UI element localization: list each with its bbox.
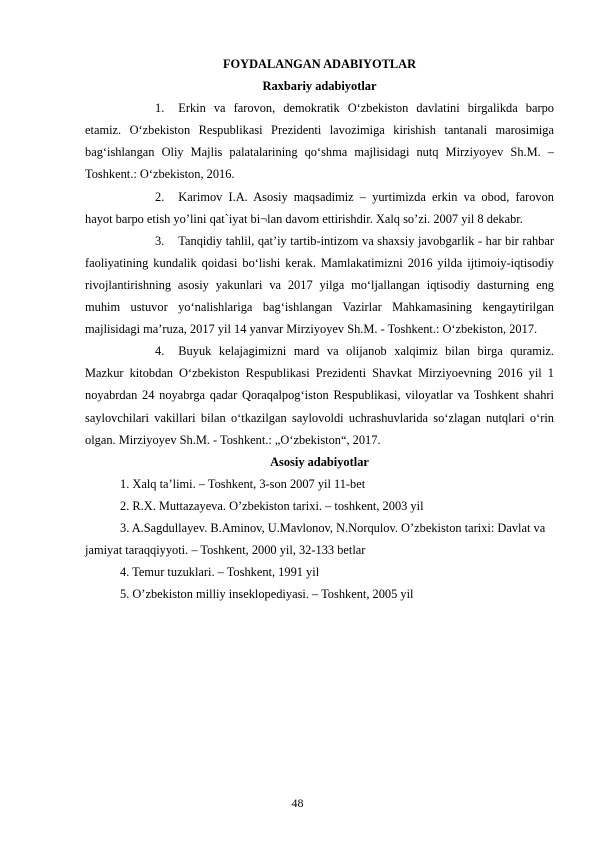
reference-number: 4. — [155, 344, 165, 359]
document-title: FOYDALANGAN ADABIYOTLAR — [222, 57, 417, 71]
main-reference-1: 1. Xalq ta’limi. – Toshkent, 3-son 2007 yil 11-bet — [120, 476, 366, 491]
reference-number: 1. — [155, 101, 165, 116]
main-reference-5: 5. O’zbekiston milliy inseklopediyasi. – Toshkent, 2005 yil — [120, 587, 414, 602]
reference-item-1 — [85, 97, 554, 185]
reference-number: 3. — [155, 233, 165, 248]
reference-number: 2. — [155, 189, 165, 204]
reference-item-2 — [85, 186, 554, 230]
reference-item-3 — [85, 230, 554, 340]
document-body — [85, 53, 554, 605]
section-heading-asosiy: Asosiy adabiyotlar — [270, 454, 369, 469]
reference-text: Buyuk kelajagimizni mard va olijanob xalqimiz bilan birga quramiz. Mazkur kitobdan O‘zbekiston Respublikasi Prezidenti Shavkat Mirziyoevning 2016 yil 1 noyabrdan 24 noyabrga qadar Qoraqalpog‘iston Respublikasi, viloyatlar va Toshkent shahri saylovchilari vakillari bilan o‘tkazilgan saylovoldi uchrashuvlarida so‘zlagan nutqlari o‘rin olgan. Mirziyoyev Sh.M. - Toshkent.: „O‘zbekiston“, 2017. — [85, 344, 554, 447]
section-heading-raxbariy: Raxbariy adabiyotlar — [262, 79, 377, 94]
main-reference-4: 4. Temur tuzuklari. – Toshkent, 1991 yil — [120, 565, 320, 580]
reference-item-4 — [85, 340, 554, 450]
reference-text: Karimov I.A. Asosiy maqsadimiz – yurtimizda erkin va obod, farovon hayot barpo etish yo’lini qat`iyat bi¬lan davom ettirishdir. Xalq so’zi. 2007 yil 8 dekabr. — [85, 189, 554, 226]
main-reference-2: 2. R.X. Muttazayeva. O’zbekiston tarixi. – toshkent, 2003 yil — [120, 498, 424, 513]
reference-text: Erkin va farovon, demokratik O‘zbekiston davlatini birgalikda barpo etamiz. O‘zbekiston Respublikasi Prezidenti lavozimiga kirishish tantanali marosimiga bag‘ishlangan Oliy Majlis palatalarining qo‘shma majlisidagi nutq Mirziyoyev Sh.M. – Toshkent.: O‘zbekiston, 2016. — [85, 101, 554, 182]
page-number: 48 — [291, 796, 304, 810]
main-reference-3: 3. A.Sagdullayev. B.Aminov, U.Mavlonov, N.Norqulov. O’zbekiston tarixi: Davlat va jamiyat taraqqiyyoti. – Toshkent, 2000 yil, 32-133 betlar — [85, 520, 546, 558]
reference-text: Tanqidiy tahlil, qat’iy tartib-intizom va shaxsiy javobgarlik - har bir rahbar faoliyatining kundalik qoidasi bo‘lishi kerak. Mamlakatimizni 2016 yilda ijtimoiy-iqtisodiy rivojlantirishning asosiy yakunlari va 2017 yilga mo‘ljallangan iqtisodiy dasturning eng muhim ustuvor yo‘nalishlariga bag‘ishlangan Vazirlar Mahkamasining kengaytirilgan majlisidagi ma’ruza, 2017 yil 14 yanvar Mirziyoyev Sh.M. - Toshkent.: O‘zbekiston, 2017. — [85, 233, 554, 337]
